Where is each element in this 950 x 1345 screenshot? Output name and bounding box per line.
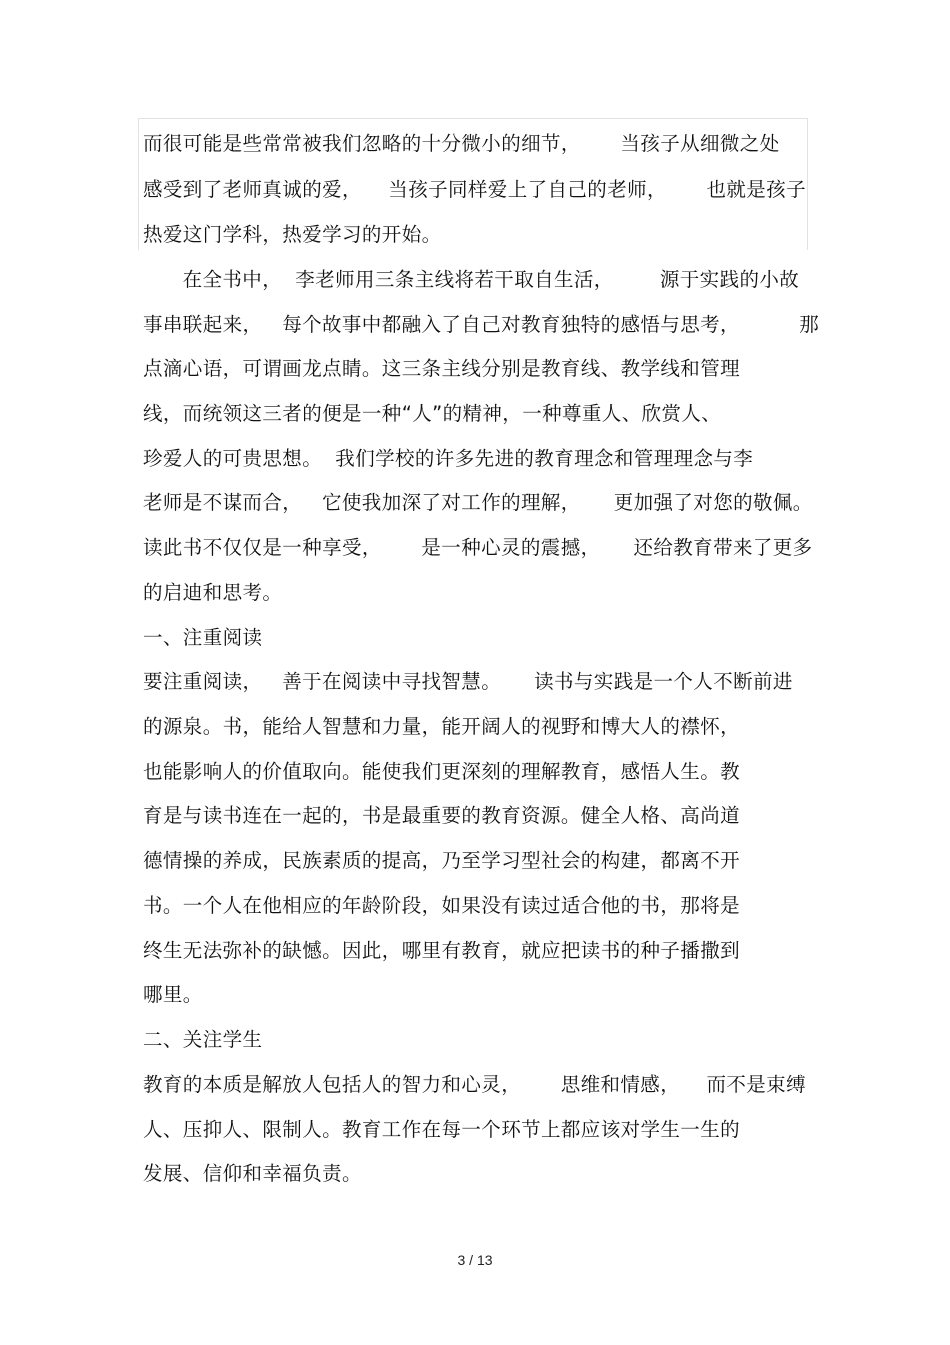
text-line: 事串联起来， 每个故事中都融入了自己对教育独特的感悟与思考， 那 bbox=[143, 313, 820, 336]
text-line: 育是与读书连在一起的，书是最重要的教育资源。健全人格、高尚道 bbox=[143, 804, 741, 827]
text-line: 发展、信仰和幸福负责。 bbox=[143, 1162, 362, 1185]
text-line: 终生无法弥补的缺憾。因此，哪里有教育，就应把读书的种子播撒到 bbox=[143, 939, 741, 962]
text-line: 哪里。 bbox=[143, 983, 203, 1006]
text-line: 也能影响人的价值取向。能使我们更深刻的理解教育，感悟人生。教 bbox=[143, 760, 741, 783]
text-line: 在全书中， 李老师用三条主线将若干取自生活， 源于实践的小故 bbox=[143, 268, 800, 291]
text-line: 要注重阅读， 善于在阅读中寻找智慧。 读书与实践是一个人不断前进 bbox=[143, 670, 793, 693]
text-line: 而很可能是些常常被我们忽略的十分微小的细节， 当孩子从细微之处 bbox=[143, 132, 780, 155]
text-line: 感受到了老师真诚的爱， 当孩子同样爱上了自己的老师， 也就是孩子 bbox=[143, 178, 806, 201]
text-line: 人、压抑人、限制人。教育工作在每一个环节上都应该对学生一生的 bbox=[143, 1118, 741, 1141]
text-line: 热爱这门学科，热爱学习的开始。 bbox=[143, 223, 442, 246]
page-number: 3 / 13 bbox=[457, 1252, 493, 1268]
text-line: 点滴心语，可谓画龙点睛。这三条主线分别是教育线、教学线和管理 bbox=[143, 357, 741, 380]
text-line: 读此书不仅仅是一种享受， 是一种心灵的震撼， 还给教育带来了更多 bbox=[143, 536, 813, 559]
text-line: 书。一个人在他相应的年龄阶段，如果没有读过适合他的书，那将是 bbox=[143, 894, 741, 917]
text-line: 的启迪和思考。 bbox=[143, 581, 283, 604]
section-heading: 二、关注学生 bbox=[143, 1028, 263, 1051]
text-line: 教育的本质是解放人包括人的智力和心灵， 思维和情感， 而不是束缚 bbox=[143, 1073, 806, 1096]
text-line: 德情操的养成，民族素质的提高，乃至学习型社会的构建，都离不开 bbox=[143, 849, 741, 872]
text-line: 线，而统领这三者的便是一种“人”的精神，一种尊重人、欣赏人、 bbox=[143, 402, 722, 425]
text-line: 老师是不谋而合， 它使我加深了对工作的理解， 更加强了对您的敬佩。 bbox=[143, 491, 813, 514]
section-heading: 一、注重阅读 bbox=[143, 626, 263, 649]
text-line: 的源泉。书，能给人智慧和力量，能开阔人的视野和博大人的襟怀， bbox=[143, 715, 741, 738]
text-line: 珍爱人的可贵思想。 我们学校的许多先进的教育理念和管理理念与李 bbox=[143, 447, 754, 470]
